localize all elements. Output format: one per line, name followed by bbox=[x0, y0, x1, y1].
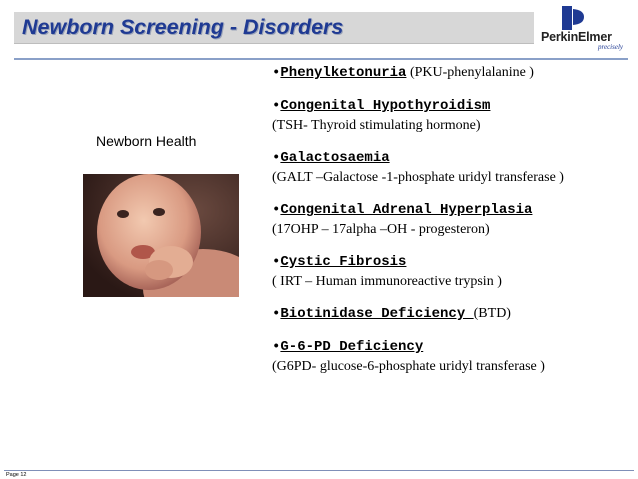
list-item: •Congenital Hypothyroidism (TSH- Thyroid stimulating hormone) bbox=[272, 98, 491, 133]
disorder-name: G-6-PD Deficiency bbox=[280, 339, 424, 355]
disorder-name: Congenital Hypothyroidism bbox=[280, 98, 491, 114]
footer-divider bbox=[4, 470, 634, 471]
logo-tagline: precisely bbox=[598, 43, 624, 51]
list-item: •Congenital Adrenal Hyperplasia (17OHP – 17alpha –OH - progesteron) bbox=[272, 202, 533, 237]
list-item: •Galactosaemia (GALT –Galactose -1-phosphate uridyl transferase ) bbox=[272, 150, 564, 185]
list-item: •Biotinidase Deficiency (BTD) bbox=[272, 306, 511, 322]
disorder-detail: (TSH- Thyroid stimulating hormone) bbox=[272, 118, 481, 133]
disorder-detail: (BTD) bbox=[473, 306, 511, 321]
disorder-name: Cystic Fibrosis bbox=[280, 254, 407, 270]
disorder-detail: (G6PD- glucose-6-phosphate uridyl transferase ) bbox=[272, 359, 545, 374]
disorder-detail: (17OHP – 17alpha –OH - progesteron) bbox=[272, 222, 490, 237]
disorder-name: Congenital Adrenal Hyperplasia bbox=[280, 202, 533, 218]
page-number: Page 12 bbox=[6, 472, 27, 478]
disorder-detail: (PKU-phenylalanine ) bbox=[406, 65, 534, 80]
section-label: Newborn Health bbox=[96, 133, 197, 149]
list-item: •Cystic Fibrosis ( IRT – Human immunoreactive trypsin ) bbox=[272, 254, 502, 289]
disorder-detail: ( IRT – Human immunoreactive trypsin ) bbox=[272, 274, 502, 289]
disorder-name: Biotinidase Deficiency bbox=[280, 306, 474, 322]
baby-photo bbox=[83, 174, 239, 297]
logo-wordmark: PerkinElmer bbox=[541, 30, 612, 44]
slide-title: Newborn Screening - Disorders bbox=[22, 15, 344, 39]
disorder-detail: (GALT –Galactose -1-phosphate uridyl transferase ) bbox=[272, 170, 564, 185]
disorder-name: Phenylketonuria bbox=[280, 65, 407, 81]
list-item: •Phenylketonuria (PKU-phenylalanine ) bbox=[272, 65, 534, 81]
disorder-list bbox=[272, 63, 628, 389]
title-divider bbox=[14, 58, 628, 60]
disorder-name: Galactosaemia bbox=[280, 150, 390, 166]
list-item: •G-6-PD Deficiency (G6PD- glucose-6-phosphate uridyl transferase ) bbox=[272, 339, 545, 374]
